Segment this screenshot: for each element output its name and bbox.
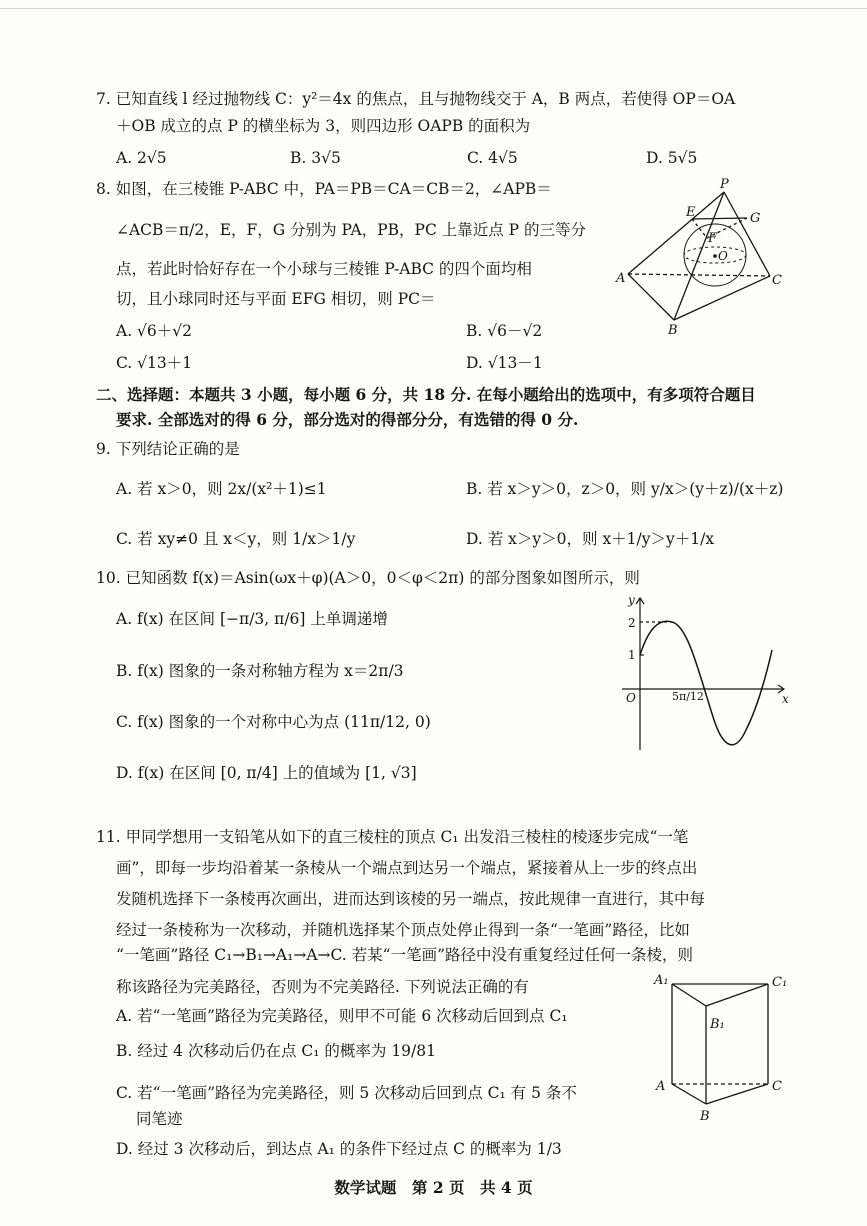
q11-prism-figure	[650, 966, 800, 1126]
q11-line4: 经过一条棱称为一次移动，并随机选择某个顶点处停止得到一条“一笔画”路径，比如	[116, 921, 690, 939]
label-F: F	[708, 231, 718, 246]
q8-line2: ∠ACB＝π/2，E，F，G 分别为 PA，PB，PC 上靠近点 P 的三等分	[116, 221, 587, 239]
q9-option-c: C. 若 xy≠0 且 x＜y，则 1/x＞1/y	[116, 530, 356, 548]
label-A: A	[616, 271, 626, 286]
q10-option-d: D. f(x) 在区间 [0, π/4] 上的值域为 [1, √3]	[116, 764, 417, 782]
label-E: E	[686, 205, 696, 220]
label-G: G	[750, 211, 761, 226]
graph-tick-1: 1	[628, 648, 636, 662]
graph-x-label: x	[782, 692, 789, 706]
q7-line2: ＋OB 成立的点 P 的横坐标为 3，则四边形 OAPB 的面积为	[116, 117, 531, 135]
q11-line5: “一笔画”路径 C₁→B₁→A₁→A→C. 若某“一笔画”路径中没有重复经过任何一条棱，则	[116, 946, 694, 964]
q8-option-a: A. √6＋√2	[116, 322, 193, 340]
q8-line1: 8. 如图，在三棱锥 P-ABC 中，PA＝PB＝CA＝CB＝2，∠APB＝	[96, 180, 552, 198]
q11-line2: 画”，即每一步均沿着某一条棱从一个端点到达另一个端点，紧接着从上一步的终点出	[116, 859, 698, 877]
q8-option-c: C. √13＋1	[116, 354, 193, 372]
q10-option-b: B. f(x) 图象的一条对称轴方程为 x＝2π/3	[116, 662, 404, 680]
q8-tetrahedron-figure	[612, 176, 792, 336]
q9-option-b: B. 若 x＞y＞0，z＞0，则 y/x＞(y＋z)/(x＋z)	[466, 480, 784, 498]
q7-option-d: D. 5√5	[646, 149, 698, 167]
q9-option-a: A. 若 x＞0，则 2x/(x²＋1)≤1	[116, 480, 327, 498]
sine-curve	[640, 621, 772, 745]
q7-option-b: B. 3√5	[290, 149, 341, 167]
label-A1: A₁	[654, 973, 669, 988]
section2-line1: 二、选择题：本题共 3 小题，每小题 6 分，共 18 分. 在每小题给出的选项中，有多项符合题目	[96, 385, 756, 404]
graph-tick-2: 2	[628, 616, 636, 630]
q7-option-c: C. 4√5	[467, 149, 518, 167]
label-B: B	[700, 1109, 710, 1124]
q7-option-a: A. 2√5	[116, 149, 167, 167]
q11-option-a: A. 若“一笔画”路径为完美路径，则甲不可能 6 次移动后回到点 C₁	[116, 1007, 568, 1025]
q11-line3: 发随机选择下一条棱再次画出，进而达到该棱的另一端点，按此规律一直进行，其中每	[116, 890, 706, 908]
q11-option-c-cont: 同笔迹	[136, 1110, 183, 1128]
q11-option-d: D. 经过 3 次移动后，到达点 A₁ 的条件下经过点 C 的概率为 1/3	[116, 1140, 562, 1158]
q9-option-d: D. 若 x＞y＞0，则 x＋1/y＞y＋1/x	[466, 530, 715, 548]
graph-x-tick: 5π/12	[672, 690, 704, 703]
q10-sine-graph	[614, 590, 794, 756]
q11-option-b: B. 经过 4 次移动后仍在点 C₁ 的概率为 19/81	[116, 1042, 436, 1060]
q10-stem: 10. 已知函数 f(x)＝Asin(ωx＋φ)(A＞0，0＜φ＜2π) 的部分图象如图所示，则	[96, 569, 640, 587]
q11-line6: 称该路径为完美路径，否则为不完美路径. 下列说法正确的有	[116, 978, 529, 996]
q8-line4: 切，且小球同时还与平面 EFG 相切，则 PC＝	[116, 290, 436, 308]
graph-y-label: y	[628, 593, 635, 607]
label-B: B	[668, 323, 678, 336]
graph-origin-label: O	[626, 691, 636, 705]
q8-option-b: B. √6－√2	[466, 322, 543, 340]
label-C: C	[772, 273, 782, 288]
q11-line1: 11. 甲同学想用一支铅笔从如下的直三棱柱的顶点 C₁ 出发沿三棱柱的棱逐步完成“一笔	[96, 828, 689, 846]
section2-line2: 要求. 全部选对的得 6 分，部分选对的得部分分，有选错的得 0 分.	[116, 410, 579, 429]
q10-option-a: A. f(x) 在区间 [−π/3, π/6] 上单调递增	[116, 610, 388, 628]
page-footer: 数学试题 第 2 页 共 4 页	[334, 1178, 533, 1197]
label-C: C	[772, 1079, 782, 1094]
label-A: A	[656, 1079, 666, 1094]
scan-top-edge	[0, 8, 867, 9]
label-B1: B₁	[710, 1017, 725, 1032]
label-C1: C₁	[772, 975, 788, 990]
q8-option-d: D. √13－1	[466, 354, 543, 372]
q10-option-c: C. f(x) 图象的一个对称中心为点 (11π/12, 0)	[116, 713, 431, 731]
label-O: O	[718, 249, 728, 263]
q7-line1: 7. 已知直线 l 经过抛物线 C：y²＝4x 的焦点，且与抛物线交于 A，B 两点，若使得 OP＝OA	[96, 90, 736, 108]
q11-option-c: C. 若“一笔画”路径为完美路径，则 5 次移动后回到点 C₁ 有 5 条不	[116, 1084, 577, 1102]
label-P: P	[720, 177, 729, 192]
q8-line3: 点，若此时恰好存在一个小球与三棱锥 P-ABC 的四个面均相	[116, 260, 532, 278]
q9-stem: 9. 下列结论正确的是	[96, 440, 240, 458]
